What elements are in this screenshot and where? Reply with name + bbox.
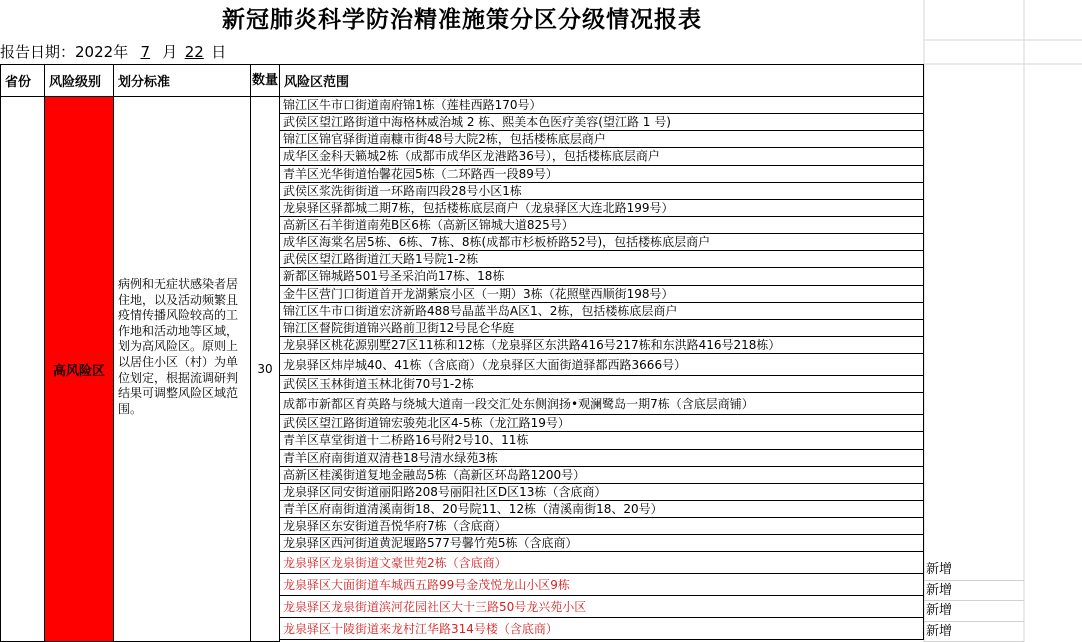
risk-area-row: 高新区石羊街道南苑B区6栋（高新区锦城大道825号） — [279, 217, 924, 234]
year-unit: 年 — [113, 43, 129, 61]
header-scope: 风险区范围 — [279, 64, 924, 97]
risk-area-row: 武侯区望江路街道中海格林威治城 2 栋、熙美本色医疗美容(望江路 1 号) — [279, 114, 924, 131]
new-note: 新增 — [924, 601, 1024, 622]
note-column — [924, 560, 1024, 642]
risk-area-row: 龙泉驿区炜岸城40、41栋（含底商）（龙泉驿区大面街道驿都西路3666号） — [279, 354, 924, 376]
risk-area-row: 武侯区望江路街道锦宏骏苑北区4-5栋（龙江路19号） — [279, 415, 924, 432]
risk-area-row: 龙泉驿区龙泉街道滨河花园社区大十三路50号龙兴苑小区 — [279, 596, 924, 618]
risk-area-row: 龙泉驿区大面街道车城西五路99号金茂悦龙山小区9栋 — [279, 574, 924, 596]
report-date-label: 报告日期： — [0, 43, 76, 61]
risk-area-row: 高新区桂溪街道复地金融岛5栋（高新区环岛路1200号） — [279, 467, 924, 484]
risk-area-row: 龙泉驿区龙泉街道文豪世苑2栋（含底商） — [279, 552, 924, 574]
risk-area-row: 成都市新都区育英路与绕城大道南一段交汇处东侧润扬•观澜鹭岛一期7栋（含底层商铺） — [279, 393, 924, 415]
header-risk-level: 风险级别 — [44, 64, 114, 97]
risk-area-row: 武侯区望江路街道江天路1号院1-2栋 — [279, 251, 924, 268]
risk-area-row: 锦江区牛市口街道宏济新路488号晶蓝半岛A区1、2栋，包括楼栋底层商户 — [279, 303, 924, 320]
risk-area-row: 龙泉驿区东安街道吾悦华府7栋（含底商） — [279, 518, 924, 535]
risk-area-row: 龙泉驿区十陵街道来龙村江华路314号楼（含底商） — [279, 618, 924, 640]
header-criteria: 划分标准 — [113, 64, 251, 97]
risk-area-row: 成华区海棠名居5栋、6栋、7栋、8栋(成都市杉板桥路52号)，包括楼栋底层商户 — [279, 234, 924, 251]
risk-level-cell: 高风险区 — [44, 96, 114, 642]
risk-area-row: 锦江区督院街道锦兴路前卫街12号昆仑华庭 — [279, 320, 924, 337]
risk-area-row: 龙泉驿区驿都城二期7栋，包括楼栋底层商户（龙泉驿区大连北路199号） — [279, 200, 924, 217]
month-unit: 月 — [162, 43, 178, 61]
report-date — [0, 40, 924, 64]
risk-area-row: 青羊区草堂街道十二桥路16号附2号10、11栋 — [279, 432, 924, 449]
risk-area-row: 龙泉驿区桃花源别墅27区11栋和12栋（龙泉驿区东洪路416号217栋和东洪路416号218栋） — [279, 337, 924, 354]
day-unit: 日 — [211, 43, 227, 61]
province-cell — [0, 96, 45, 642]
risk-area-list — [279, 97, 924, 640]
risk-area-row: 武侯区玉林街道玉林北街70号1-2栋 — [279, 376, 924, 393]
risk-area-row: 成华区金科天籁城2栋（成都市成华区龙港路36号），包括楼栋底层商户 — [279, 148, 924, 165]
report-day: 22 — [184, 43, 204, 61]
risk-area-row: 龙泉驿区同安街道丽阳路208号丽阳社区D区13栋（含底商） — [279, 484, 924, 501]
risk-area-row: 青羊区府南街道清溪南街18、20号院11、12栋（清溪南街18、20号） — [279, 501, 924, 518]
header-province: 省份 — [0, 64, 45, 97]
risk-area-row: 金牛区营门口街道首开龙湖紫宸小区（一期）3栋（花照壁西顺街198号） — [279, 286, 924, 303]
count-cell: 30 — [250, 96, 280, 642]
new-note: 新增 — [924, 581, 1024, 602]
header-count: 数量 — [250, 64, 280, 97]
risk-area-row: 新都区锦城路501号圣采泊尚17栋、18栋 — [279, 268, 924, 285]
risk-area-row: 龙泉驿区西河街道黄泥堰路577号馨竹苑5栋（含底商） — [279, 535, 924, 552]
risk-area-row: 锦江区牛市口街道南府锦1栋（莲桂西路170号） — [279, 97, 924, 114]
criteria-cell: 病例和无症状感染者居住地，以及活动频繁且疫情传播风险较高的工作地和活动地等区域，划为高风险区。原则上以居住小区（村）为单位划定，根据流调研判结果可调整风险区域范围。 — [113, 96, 251, 642]
risk-area-row: 青羊区府南街道双清巷18号清水绿苑3栋 — [279, 450, 924, 467]
new-note: 新增 — [924, 622, 1024, 642]
report-title: 新冠肺炎科学防治精准施策分区分级情况报表 — [222, 7, 702, 33]
new-note: 新增 — [924, 560, 1024, 581]
risk-area-row: 武侯区浆洗街街道一环路南四段28号小区1栋 — [279, 183, 924, 200]
risk-area-row: 青羊区光华街道怡馨花园5栋（二环路西一段89号） — [279, 166, 924, 183]
report-year: 2022 — [75, 43, 114, 61]
risk-area-row: 锦江区锦官驿街道南糠市街48号大院2栋，包括楼栋底层商户 — [279, 131, 924, 148]
report-month: 7 — [140, 43, 150, 61]
